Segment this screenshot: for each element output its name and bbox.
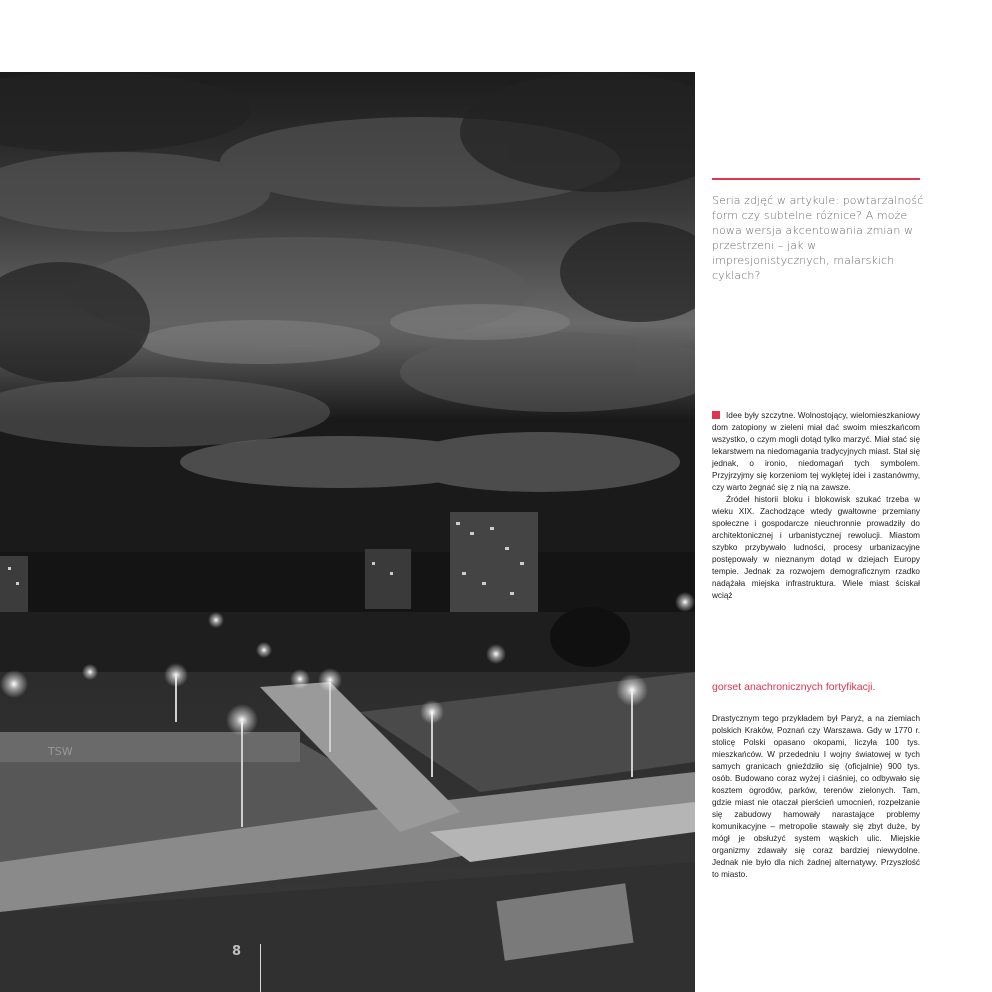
paragraph-3: Drastycznym tego przykładem był Paryż, a na ziemiach polskich Kraków, Poznań czy Warszawa. Gdy w 1770 r. stolicę Polski opasano okopami, liczyła 100 tys. mieszkańców. W przededniu I wojny światowej w tych samych granicach gnieździło się (oficjalnie) 900 tys. osób. Budowano coraz wyżej i ciaśniej, co odbywało się kosztem ogrodów, parków, terenów zielonych. Tam, gdzie miast nie otaczał pierścień umocnień, rozpełzanie się zabudowy hamowały narastające problemy komunikacyjne – metropolie stawały się zbyt duże, by mógł je obsłużyć system wąskich ulic. Miejskie organizmy zdawały się coraz bardziej niewydolne. Jednak nie było dla nich żadnej alternatywy. Przyszłość to miasto. [712,714,920,879]
article-intro [712,410,920,602]
wall-sign-text: TSW [48,745,73,758]
article-subheading: gorset anachronicznych fortyfikacji. [712,681,876,693]
page-number: 8 [232,944,242,959]
paragraph-1-text: Idee były szczytne. Wolnostojący, wielomieszkaniowy dom zatopiony w zieleni miał dać swoim mieszkańcom wszystko, o czym mogli dotąd tylko marzyć. Miał stać się lekarstwem na niedomagania tradycyjnych miast. Stał się jednak, o ironio, niedomagań tych symbolem. Przyjrzyjmy się korzeniom tej wyklętej idei i zastanówmy, czy warto żegnać się z nią na zawsze. [712,411,920,492]
square-bullet-icon [712,411,720,419]
paragraph-2: Źródeł historii bloku i blokowisk szukać trzeba w wieku XIX. Zachodzące wtedy gwałtowne przemiany społeczne i gospodarcze nieuchronnie prowadziły do architektonicznej i urbanistycznej rewolucji. Miastom szybko przybywało ludności, procesy urbanizacyjne postępowały w nieznanym dotąd w dziejach Europy tempie. Jednak za rozwojem demograficznym rzadko nadążała miejska infrastruktura. Wiele miast ściskał wciąż [712,495,920,600]
night-city-photo [0,72,695,992]
article-body [712,713,920,881]
accent-rule [712,178,920,180]
photo-caption: Seria zdjęć w artykule: powtarzalność form czy subtelne różnice? A może nowa wersja akcentowania zmian w przestrzeni – jak w impresjonistycznych, malarskich cyklach? [712,194,924,282]
paragraph-1 [712,410,920,494]
page-number-divider [260,944,261,992]
